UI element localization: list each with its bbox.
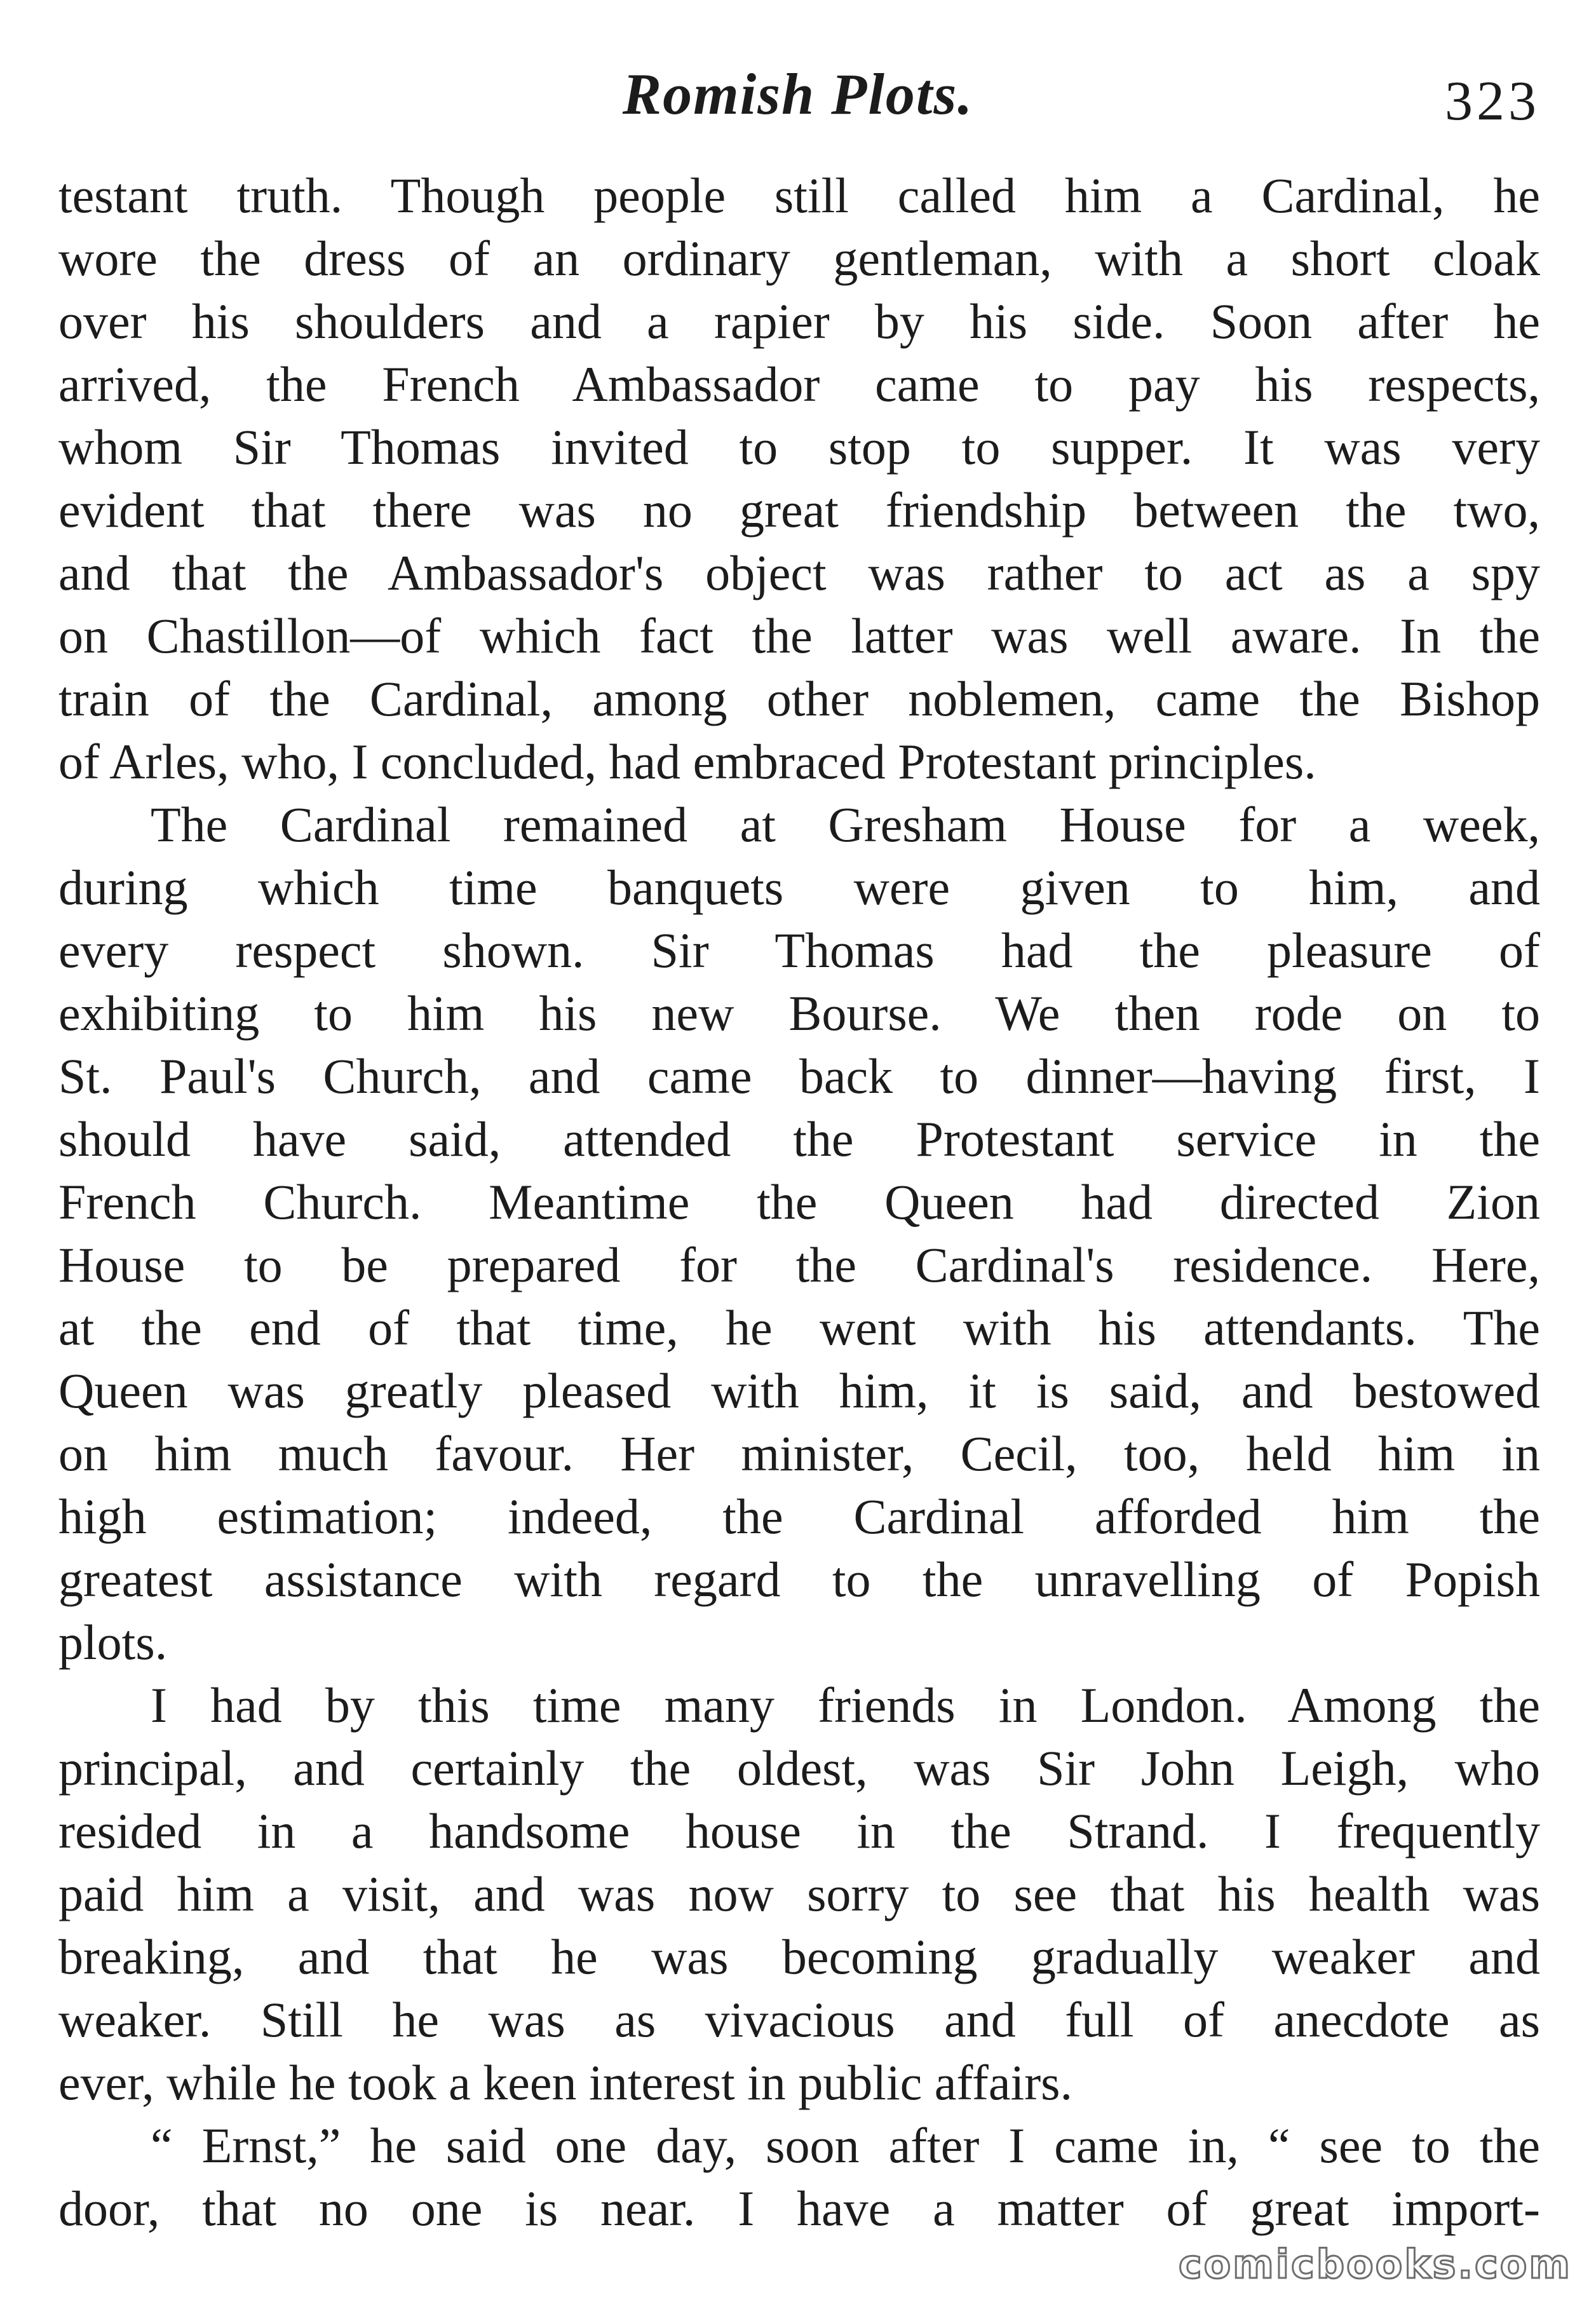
text-line: greatest assistance with regard to the unravelling of Popish bbox=[58, 1552, 1540, 1607]
text-line: and that the Ambassador's object was rather to act as a spy bbox=[58, 545, 1540, 600]
text-line: exhibiting to him his new Bourse. We then rode on to bbox=[58, 985, 1540, 1041]
watermark-logo: comicbooks.com bbox=[1178, 2241, 1572, 2287]
text-line: I had by this time many friends in London. Among the bbox=[151, 1677, 1540, 1733]
text-line: testant truth. Though people still called him a Cardinal, he bbox=[58, 168, 1540, 223]
text-line: resided in a handsome house in the Strand. I frequently bbox=[58, 1803, 1540, 1859]
paragraph bbox=[58, 2114, 1540, 2240]
text-line: door, that no one is near. I have a matter of great import- bbox=[58, 2181, 1540, 2236]
text-line: “ Ernst,” he said one day, soon after I came in, “ see to the bbox=[151, 2118, 1540, 2173]
text-line: on Chastillon—of which fact the latter was well aware. In the bbox=[58, 608, 1540, 663]
text-line: principal, and certainly the oldest, was Sir John Leigh, who bbox=[58, 1740, 1540, 1796]
text-line: weaker. Still he was as vivacious and full of anecdote as bbox=[58, 1992, 1540, 2047]
text-line: on him much favour. Her minister, Cecil, too, held him in bbox=[58, 1426, 1540, 1481]
text-line: wore the dress of an ordinary gentleman, with a short cloak bbox=[58, 231, 1540, 286]
text-line: of Arles, who, I concluded, had embraced Protestant principles. bbox=[58, 734, 1316, 789]
paragraph bbox=[58, 1674, 1540, 2114]
text-line: arrived, the French Ambassador came to pay his respects, bbox=[58, 356, 1540, 412]
text-line: whom Sir Thomas invited to stop to supper. It was very bbox=[58, 419, 1540, 475]
text-line: plots. bbox=[58, 1615, 168, 1670]
text-line: should have said, attended the Protestant service in the bbox=[58, 1111, 1540, 1167]
text-line: every respect shown. Sir Thomas had the pleasure of bbox=[58, 923, 1540, 978]
text-line: train of the Cardinal, among other noblemen, came the Bishop bbox=[58, 671, 1540, 726]
text-line: paid him a visit, and was now sorry to see that his health was bbox=[58, 1866, 1540, 1921]
running-title: Romish Plots. bbox=[622, 62, 974, 126]
text-line: Queen was greatly pleased with him, it is said, and bestowed bbox=[58, 1363, 1540, 1418]
text-line: high estimation; indeed, the Cardinal afforded him the bbox=[58, 1489, 1540, 1544]
text-line: French Church. Meantime the Queen had directed Zion bbox=[58, 1174, 1540, 1229]
text-line: over his shoulders and a rapier by his side. Soon after he bbox=[58, 294, 1540, 349]
paragraph bbox=[58, 793, 1540, 1674]
body-text bbox=[58, 164, 1540, 2240]
text-line: during which time banquets were given to him, and bbox=[58, 860, 1540, 915]
page-number: 323 bbox=[1445, 71, 1540, 132]
text-line: breaking, and that he was becoming gradually weaker and bbox=[58, 1929, 1540, 1984]
text-line: evident that there was no great friendship between the two, bbox=[58, 482, 1540, 538]
text-line: at the end of that time, he went with his attendants. The bbox=[58, 1300, 1540, 1355]
text-line: The Cardinal remained at Gresham House for a week, bbox=[151, 797, 1540, 852]
text-line: House to be prepared for the Cardinal's residence. Here, bbox=[58, 1237, 1540, 1292]
text-line: St. Paul's Church, and came back to dinner—having first, I bbox=[58, 1048, 1540, 1104]
text-line: ever, while he took a keen interest in public affairs. bbox=[58, 2055, 1073, 2110]
paragraph bbox=[58, 164, 1540, 793]
